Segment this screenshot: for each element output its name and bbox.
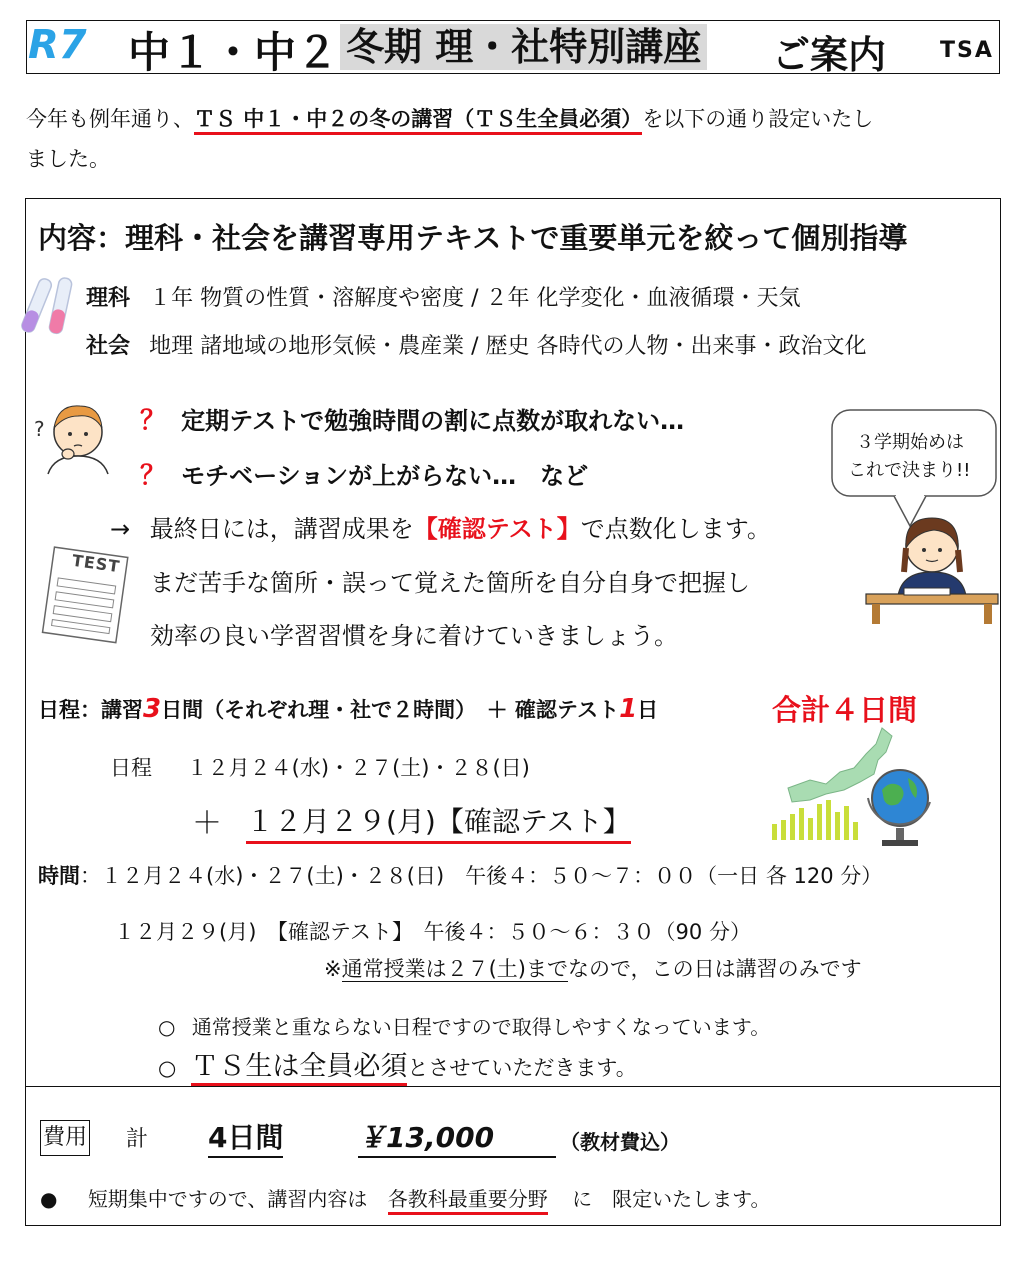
point-1: 通常授業と重ならない日程ですので取得しやすくなっています。 [191,1015,771,1039]
globe-map-icon [770,724,970,856]
note-rest: なので，この日は講習のみです [568,957,862,981]
point-2-rest: とさせていただきます。 [407,1056,637,1080]
result-line-2: まだ苦手な箇所・誤って覚えた箇所を自分自身で把握し [150,569,750,597]
title-org: TSA [940,38,994,63]
fee-divider [25,1086,1001,1087]
schedule-part2: 日間（それぞれ理・社で２時間） ＋ 確認テスト [161,698,620,722]
time-line-2: １２月２９(月) 【確認テスト】 午後４：５０～６：３０（90 分） [114,920,751,944]
schedule-part3: 日 [637,698,659,722]
result-arrow: → [110,515,131,543]
fee-total-label: 計 [126,1127,149,1152]
title-guide: ご案内 [772,33,887,77]
concern-2: モチベーションが上がらない… など [181,462,589,490]
schedule-test-date: １２月２９(月)【確認テスト】 [246,800,631,844]
social-row [86,329,867,360]
footer-row [40,1183,771,1212]
circle-bullet-icon: ○ [158,1056,177,1080]
result-text-before: 最終日には，講習成果を [149,515,414,543]
schedule-colon: ： [80,698,101,722]
schedule-num-3: 3 [143,694,162,724]
result-emphasis: 【確認テスト】 [413,515,581,543]
test-tubes-icon [20,276,76,342]
footer-before: 短期集中ですので、講習内容は [87,1187,368,1211]
point-2-emphasis: ＴＳ生は全員必須 [191,1051,407,1086]
time-row-1 [38,860,882,890]
fee-price: ￥13,000 [358,1116,556,1158]
bubble-line-1: ３学期始めは [856,432,964,453]
schedule-dates-label: 日程 [110,756,152,780]
fee-note: （教材費込） [560,1130,680,1154]
schedule-summary [38,694,658,724]
concern-row-1 [140,400,684,437]
schedule-label: 日程 [38,698,80,722]
time-colon: ： [80,864,101,888]
social-text: 地理 諸地域の地形気候・農産業 / 歴史 各時代の人物・出来事・政治文化 [149,334,867,359]
schedule-plus: ＋ [192,806,222,841]
schedule-total: 合計４日間 [772,693,918,727]
science-row [86,281,801,312]
circle-bullet-icon: ○ [158,1015,176,1039]
title-course: 冬期 理・社特別講座 [340,24,707,70]
time-line-1: １２月２４(水)・２７(土)・２８(日) 午後４：５０～７：００（一日 各 120 分） [101,864,883,888]
concern-1: 定期テストで勉強時間の割に点数が取れない… [181,407,685,435]
point-row-1 [158,1011,770,1040]
content-heading: 内容：理科・社会を講習専用テキストで重要単元を絞って個別指導 [38,221,908,255]
footer-emphasis: 各教科最重要分野 [388,1187,548,1215]
schedule-part1: 講習 [101,698,143,722]
bubble-line-2: これで決まり!! [848,460,971,481]
time-note [324,953,862,983]
title-year: R7 [28,22,87,68]
concern-row-2 [140,455,588,492]
schedule-num-1: 1 [619,694,638,724]
studying-girl-icon [864,512,1000,624]
intro-after: を以下の通り設定いたし [642,107,874,131]
fee-days: 4日間 [208,1116,283,1158]
bullet-icon: ● [40,1187,58,1211]
schedule-dates-row [110,752,530,782]
intro-before: 今年も例年通り、 [26,107,194,131]
schedule-dates: １２月２４(水)・２７(土)・２８(日) [186,756,530,780]
footer-after: に 限定いたします。 [572,1187,771,1211]
test-paper-label: TEST [70,550,122,577]
question-mark-icon: ？ [140,461,167,491]
time-label: 時間 [38,864,80,888]
intro-line-2: ました。 [26,147,110,171]
result-text-after: で点数化します。 [580,515,771,543]
social-label: 社会 [86,334,131,359]
worried-student-icon [34,396,114,476]
result-line-3: 効率の良い学習習慣を身に着けていきましょう。 [150,622,678,650]
science-label: 理科 [86,286,131,311]
question-mark-icon: ？ [140,406,167,436]
title-grade: 中１・中２ [128,28,339,77]
note-mark: ※ [324,957,342,981]
svg-text:?: ? [34,417,45,441]
fee-label: 費用 [40,1120,90,1156]
science-text: １年 物質の性質・溶解度や密度 / ２年 化学変化・血液循環・天気 [149,286,801,311]
intro-emphasis: ＴＳ 中１・中２の冬の講習（ＴＳ生全員必須） [194,107,642,135]
point-row-2 [158,1044,637,1083]
result-line-1 [110,509,771,544]
note-underlined: 通常授業は２７(土)まで [341,957,568,981]
intro-line-1 [26,103,873,133]
